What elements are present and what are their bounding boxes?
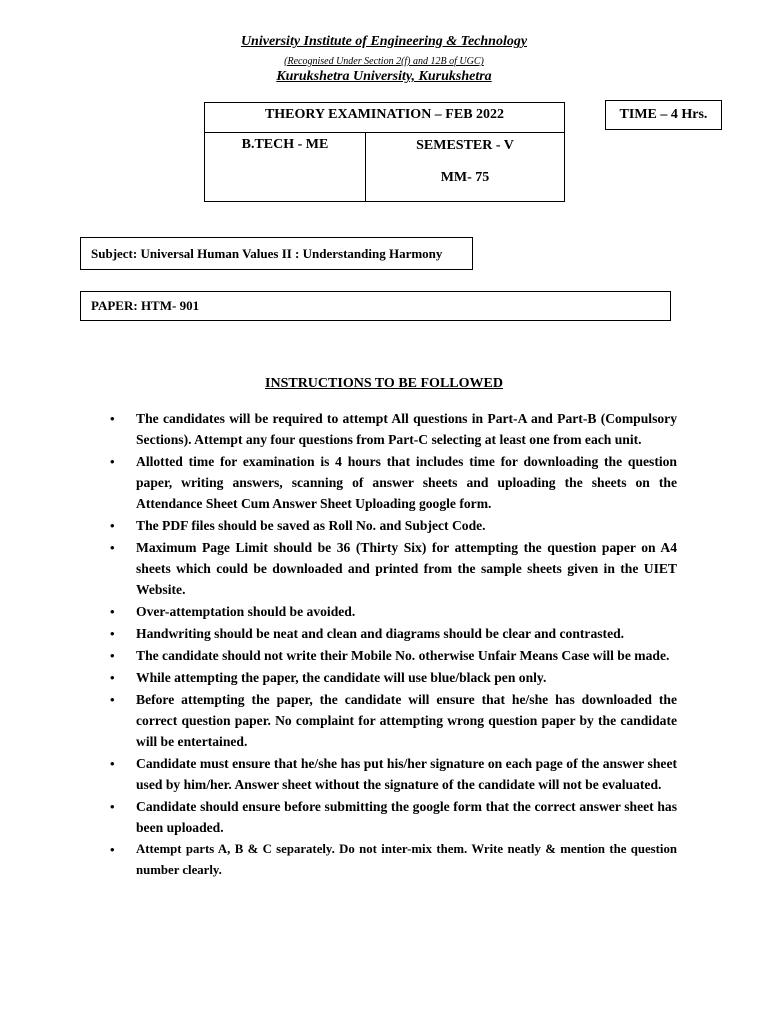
- institute-name: University Institute of Engineering & Technology: [240, 34, 528, 49]
- bullet-icon: •: [110, 670, 115, 685]
- exam-details-table: [204, 102, 565, 202]
- list-item: • Allotted time for examination is 4 hours that includes time for downloading the question paper, writing answers, scanning of answer sheets and uploading the sheets on the Attendance Sheet Cum Answer Sheet Uploading google form.: [108, 451, 677, 514]
- bullet-icon: •: [110, 842, 115, 857]
- list-item: • The candidate should not write their Mobile No. otherwise Unfair Means Case will be made.: [108, 645, 677, 666]
- paper-box: PAPER: HTM- 901: [80, 291, 671, 321]
- program-cell: [205, 133, 366, 202]
- bullet-icon: •: [110, 692, 115, 707]
- max-marks: MM- 75: [440, 170, 490, 185]
- program: B.TECH - ME: [241, 137, 329, 152]
- exam-title: THEORY EXAMINATION – FEB 2022: [205, 103, 565, 133]
- bullet-icon: •: [110, 540, 115, 555]
- bullet-icon: •: [110, 454, 115, 469]
- subject-box: Subject: Universal Human Values II : Understanding Harmony: [80, 237, 473, 270]
- list-item: • Maximum Page Limit should be 36 (Thirty Six) for attempting the question paper on A4 sheets which could be downloaded and printed from the sample sheets given in the UIET Website.: [108, 537, 677, 600]
- bullet-icon: •: [110, 411, 115, 426]
- bullet-icon: •: [110, 756, 115, 771]
- list-item: • The candidates will be required to attempt All questions in Part-A and Part-B (Compulsory Sections). Attempt any four questions from Part-C selecting at least one from each unit.: [108, 408, 677, 450]
- list-item: • Over-attemptation should be avoided.: [108, 601, 677, 622]
- list-item: • Candidate should ensure before submitting the google form that the correct answer sheet has been uploaded.: [108, 796, 677, 838]
- time-box: TIME – 4 Hrs.: [605, 100, 722, 130]
- list-item: • The PDF files should be saved as Roll No. and Subject Code.: [108, 515, 677, 536]
- list-item: • Candidate must ensure that he/she has put his/her signature on each page of the answer sheet used by him/her. Answer sheet without the signature of the candidate will not be evaluated.: [108, 753, 677, 795]
- bullet-icon: •: [110, 518, 115, 533]
- recognition-note: (Recognised Under Section 2(f) and 12B of UGC): [284, 56, 484, 67]
- bullet-icon: •: [110, 648, 115, 663]
- university-name: Kurukshetra University, Kurukshetra: [276, 69, 492, 84]
- list-item: • Handwriting should be neat and clean and diagrams should be clear and contrasted.: [108, 623, 677, 644]
- semester-cell: [366, 133, 565, 202]
- list-item: • Attempt parts A, B & C separately. Do not inter-mix them. Write neatly & mention the question number clearly.: [108, 839, 677, 881]
- instructions-heading: INSTRUCTIONS TO BE FOLLOWED: [265, 376, 503, 391]
- list-item: • Before attempting the paper, the candidate will ensure that he/she has downloaded the correct question paper. No complaint for attempting wrong question paper by the candidate will be entertained.: [108, 689, 677, 752]
- list-item: • While attempting the paper, the candidate will use blue/black pen only.: [108, 667, 677, 688]
- instructions-list: [108, 408, 677, 882]
- bullet-icon: •: [110, 604, 115, 619]
- bullet-icon: •: [110, 626, 115, 641]
- bullet-icon: •: [110, 799, 115, 814]
- semester: SEMESTER - V: [416, 138, 514, 153]
